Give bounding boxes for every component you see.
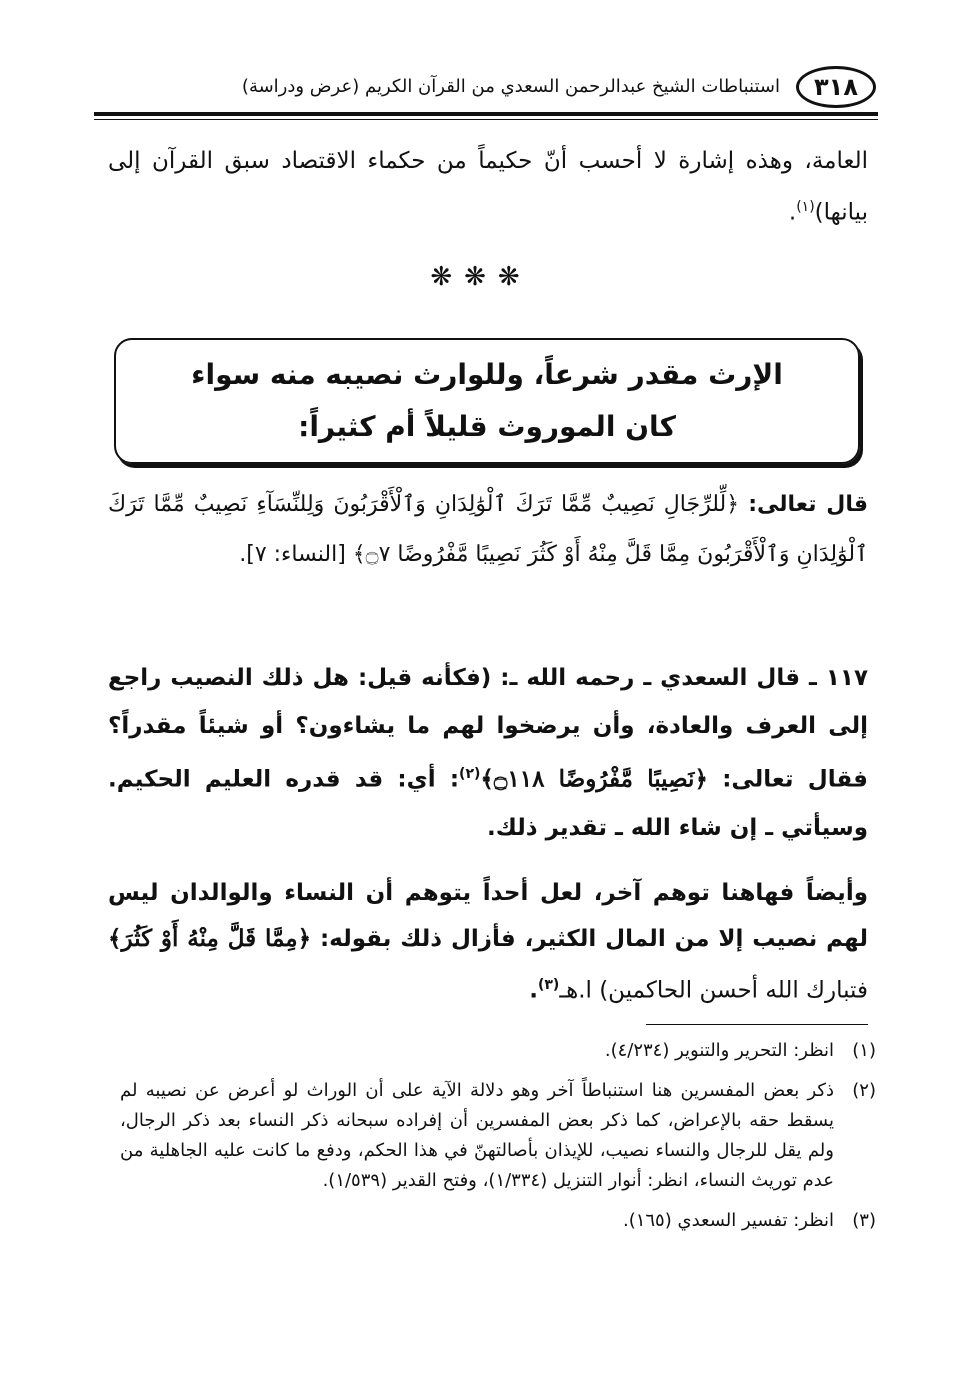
footnote-item xyxy=(120,1076,876,1196)
page-header xyxy=(94,62,876,114)
paragraph-continuation: العامة، وهذه إشارة لا أحسب أنّ حكيماً من حكماء الاقتصاد سبق القرآن إلى بيانها)$^{(١)}$. xyxy=(108,148,868,226)
paragraph3-text1: وأيضاً فهاهنا توهم آخر، لعل أحداً يتوهم أن النساء والوالدان ليس لهم نصيب إلا من المال الكثير، فأزال ذلك بقوله: xyxy=(108,880,868,952)
footnote-ref-1: (١) xyxy=(796,199,815,215)
footnotes xyxy=(120,1036,876,1246)
footnote-rule xyxy=(646,1024,868,1025)
section-title-box xyxy=(114,338,860,464)
paragraph3-text2: فتبارك الله أحسن الحاكمين) ا.هـ xyxy=(559,977,868,1004)
header-rule-thin xyxy=(94,119,878,120)
footnote-ref-2: (٢) xyxy=(459,766,481,782)
quran-verse: ﴿لِّلرِّجَالِ نَصِيبٌ مِّمَّا تَرَكَ ٱلْوَٰلِدَانِ وَٱلْأَقْرَبُونَ وَلِلنِّسَآءِ نَصِيبٌ مِّمَّا تَرَكَ ٱلْوَٰلِدَانِ وَٱلْأَقْرَبُونَ مِمَّا قَلَّ مِنْهُ أَوْ كَثُرَ نَصِيبًا مَّفْرُوضًا ۝٧﴾ xyxy=(108,492,868,567)
verse-intro: قال تعالى: xyxy=(748,492,869,517)
verse-paragraph xyxy=(108,480,868,580)
paragraph2-quote: ﴿نَصِيبًا مَّفْرُوضًا ۝١١٨﴾ xyxy=(480,765,708,793)
page-number: ٣١٨ xyxy=(796,66,876,108)
verse-citation: [النساء: ٧]. xyxy=(239,542,346,567)
footnote-ref-3: (٣) xyxy=(537,977,560,993)
header-rule-thick xyxy=(94,112,878,116)
paragraph-117 xyxy=(108,654,868,852)
paragraph3-quote: ﴿مِمَّا قَلَّ مِنْهُ أَوْ كَثُرَ﴾ xyxy=(108,925,312,952)
section-title: الإرث مقدر شرعاً، وللوارث نصيبه منه سواء كان الموروث قليلاً أم كثيراً: xyxy=(191,358,783,443)
footnote-text: انظر: التحرير والتنوير (٤/٢٣٤). xyxy=(604,1040,834,1061)
footnote-number: (٢) xyxy=(852,1080,876,1101)
paragraph2-lead: ١١٧ ـ قال السعدي ـ رحمه الله ـ: xyxy=(500,665,868,691)
paragraph1-text: العامة، وهذه إشارة لا أحسب أنّ حكيماً من حكماء الاقتصاد سبق القرآن إلى بيانها) xyxy=(108,148,868,226)
footnote-text: انظر: تفسير السعدي (١٦٥). xyxy=(622,1210,834,1231)
paragraph3-end: . xyxy=(529,977,538,1004)
footnote-number: (١) xyxy=(852,1040,876,1061)
footnote-number: (٣) xyxy=(852,1210,876,1231)
footnote-item xyxy=(120,1206,876,1236)
footnote-item xyxy=(120,1036,876,1066)
section-separator: ❋❋❋ xyxy=(430,262,532,292)
running-title: استنباطات الشيخ عبدالرحمن السعدي من القرآن الكريم (عرض ودراسة) xyxy=(241,76,780,97)
footnote-text: ذكر بعض المفسرين هنا استنباطاً آخر وهو دلالة الآية على أن الوراث لو أعرض عن نصيبه لم يسقط حقه بالإعراض، كما ذكر بعض المفسرين أن إفراده سبحانه ذكر النساء بعد ذكر الرجال، ولم يقل للرجال والنساء نصيب، للإيذان بأصالتهنّ في هذا الحكم، ودفع ما كانت عليه الجاهلية من عدم توريث النساء، انظر: أنوار التنزيل (١/٣٣٤)، وفتح القدير (١/٥٣٩). xyxy=(120,1080,834,1191)
paragraph-also xyxy=(108,870,868,1014)
paragraph2-text2: : أي: قد قدره العليم الحكيم. وسيأتي ـ إن شاء الله ـ تقدير ذلك. xyxy=(108,766,868,841)
paragraph2-text1: (فكأنه قيل: هل ذلك النصيب راجع إلى العرف والعادة، وأن يرضخوا لهم ما يشاءون؟ أو شيئاً مقدراً؟ فقال تعالى: xyxy=(108,665,868,793)
